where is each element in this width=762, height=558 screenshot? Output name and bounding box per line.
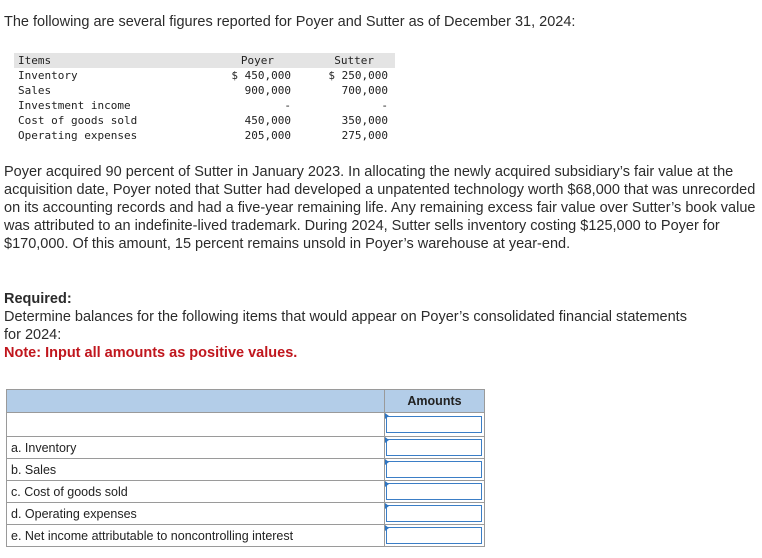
- figures-row-inventory: [14, 68, 395, 83]
- spacer-cell: [7, 413, 385, 437]
- sutter-value: -: [381, 99, 388, 112]
- row-label: a. Inventory: [7, 437, 385, 459]
- header-poyer: Poyer: [240, 54, 274, 67]
- amount-cell: [385, 525, 485, 547]
- poyer-value: $ 450,000: [231, 69, 291, 82]
- row-label: b. Sales: [7, 459, 385, 481]
- amounts-column-header: Amounts: [385, 390, 485, 413]
- header-items: Items: [18, 54, 52, 67]
- poyer-value: -: [284, 99, 291, 112]
- amount-cell: [385, 503, 485, 525]
- input-flag-icon: [385, 437, 389, 443]
- operating-expenses-amount-input[interactable]: [386, 505, 482, 522]
- item-label: Inventory: [18, 69, 78, 82]
- label-column-header: [7, 390, 385, 413]
- required-heading: Required:: [4, 291, 72, 307]
- item-label: Investment income: [18, 99, 131, 112]
- figures-table: [14, 53, 395, 143]
- row-label: d. Operating expenses: [7, 503, 385, 525]
- note-text: Note: Input all amounts as positive values.: [4, 345, 298, 361]
- answer-row-net-income-nci: [7, 525, 485, 547]
- header-sutter: Sutter: [334, 54, 374, 67]
- poyer-value: 900,000: [244, 84, 291, 97]
- answer-header-row: [7, 390, 485, 413]
- nci-net-income-amount-input[interactable]: [386, 527, 482, 544]
- row-label: c. Cost of goods sold: [7, 481, 385, 503]
- input-flag-icon: [385, 481, 389, 487]
- sutter-value: 350,000: [341, 114, 388, 127]
- poyer-value: 450,000: [244, 114, 291, 127]
- amount-cell: [385, 459, 485, 481]
- figures-row-investment-income: [14, 98, 395, 113]
- figures-row-operating-expenses: [14, 128, 395, 143]
- sutter-value: $ 250,000: [328, 69, 388, 82]
- spacer-input-cell: [385, 413, 485, 437]
- answer-row-sales: [7, 459, 485, 481]
- poyer-value: 205,000: [244, 129, 291, 142]
- item-label: Sales: [18, 84, 52, 97]
- input-flag-icon: [385, 525, 389, 531]
- answer-table: [6, 389, 484, 547]
- input-flag-icon: [385, 503, 389, 509]
- intro-text: The following are several figures reported for Poyer and Sutter as of December 31, 2024:: [4, 14, 576, 30]
- input-flag-icon: [385, 459, 389, 465]
- figures-row-cost-of-goods-sold: [14, 113, 395, 128]
- sales-amount-input[interactable]: [386, 461, 482, 478]
- item-label: Operating expenses: [18, 129, 138, 142]
- required-instructions: Determine balances for the following items that would appear on Poyer’s consolidated financial statements for 2024:: [4, 309, 687, 343]
- row-label: e. Net income attributable to noncontrolling interest: [7, 525, 385, 547]
- answer-row-cost-of-goods-sold: [7, 481, 485, 503]
- sutter-value: 700,000: [341, 84, 388, 97]
- input-flag-icon: [385, 413, 389, 419]
- cost-of-goods-sold-amount-input[interactable]: [386, 483, 482, 500]
- figures-row-sales: [14, 83, 395, 98]
- problem-paragraph: Poyer acquired 90 percent of Sutter in January 2023. In allocating the newly acquired subsidiary’s fair value at the acquisition date, Poyer noted that Sutter had developed a unpatented technology worth $68,000 that was unrecorded on its accounting records and had a five-year remaining life. Any remaining excess fair value over Sutter’s book value was attributed to an indefinite-lived trademark. During 2024, Sutter sells inventory costing $125,000 to Poyer for $170,000. Of this amount, 15 percent remains unsold in Poyer’s warehouse at year-end.: [4, 164, 756, 253]
- answer-row-operating-expenses: [7, 503, 485, 525]
- item-label: Cost of goods sold: [18, 114, 138, 127]
- answer-spacer-row: [7, 413, 485, 437]
- blank-amount-input[interactable]: [386, 416, 482, 433]
- inventory-amount-input[interactable]: [386, 439, 482, 456]
- amount-cell: [385, 437, 485, 459]
- answer-row-inventory: [7, 437, 485, 459]
- sutter-value: 275,000: [341, 129, 388, 142]
- amount-cell: [385, 481, 485, 503]
- figures-header-row: [14, 53, 395, 68]
